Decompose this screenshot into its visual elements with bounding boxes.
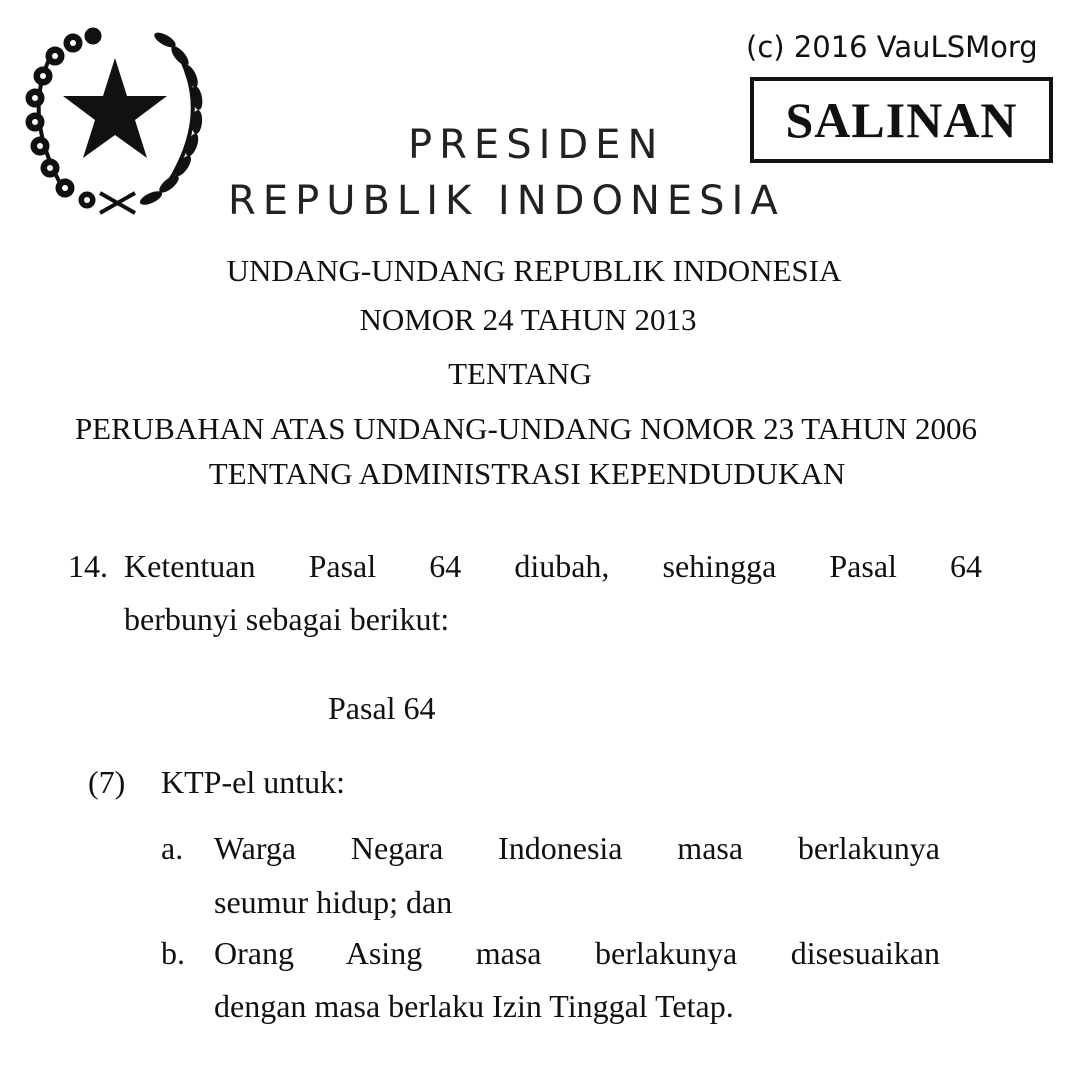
point-b-line-2: dengan masa berlaku Izin Tinggal Tetap.	[214, 988, 734, 1024]
office-title-republic: REPUBLIK INDONESIA	[228, 178, 785, 224]
item-number: 14.	[68, 548, 108, 584]
item-text-line-2: berbunyi sebagai berikut:	[124, 601, 450, 637]
office-title-president: PRESIDEN	[408, 122, 665, 168]
law-number: NOMOR 24 TAHUN 2013	[359, 302, 697, 337]
salinan-stamp	[750, 77, 1053, 163]
law-title: UNDANG-UNDANG REPUBLIK INDONESIA	[226, 253, 842, 288]
item-text-line-1: Ketentuan Pasal 64 diubah, sehingga Pasal 64	[124, 548, 982, 584]
about-label: TENTANG	[448, 356, 592, 391]
point-b-line-1: Orang Asing masa berlakunya disesuaikan	[214, 935, 940, 971]
point-letter-a: a.	[161, 830, 184, 866]
ayat-number: (7)	[88, 764, 126, 800]
subject-line-1: PERUBAHAN ATAS UNDANG-UNDANG NOMOR 23 TAHUN 2006	[74, 411, 978, 446]
salinan-label: SALINAN	[785, 92, 1018, 148]
point-letter-b: b.	[161, 935, 185, 971]
copyright-notice: (c) 2016 VauLSMorg	[746, 30, 1038, 64]
ayat-text: KTP-el untuk:	[161, 764, 345, 800]
pasal-heading: Pasal 64	[328, 690, 436, 726]
garuda-star-wreath-icon	[15, 18, 215, 223]
point-a-line-1: Warga Negara Indonesia masa berlakunya	[214, 830, 940, 866]
point-a-line-2: seumur hidup; dan	[214, 884, 453, 920]
subject-line-2: TENTANG ADMINISTRASI KEPENDUDUKAN	[208, 456, 846, 491]
